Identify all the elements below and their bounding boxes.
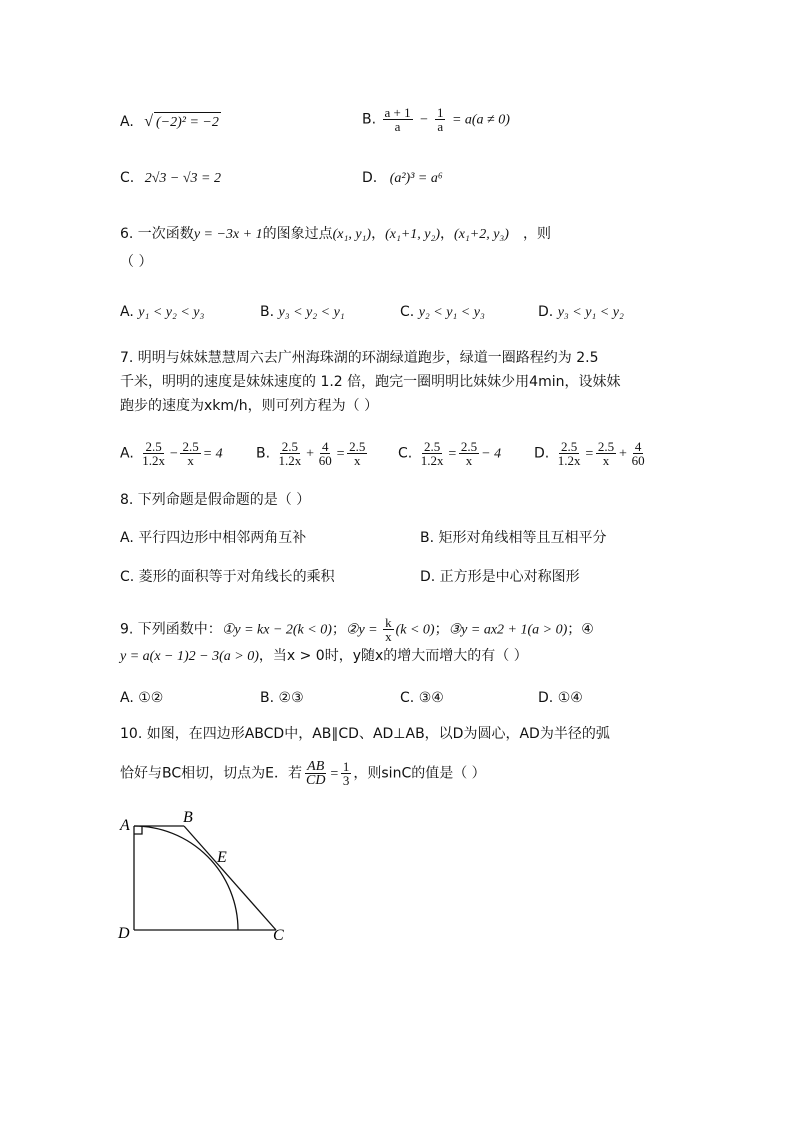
q7-line-3: 跑步的速度为xkm/h，则可列方程为（ ） <box>120 398 379 414</box>
right-angle-mark <box>134 826 142 834</box>
q6-option-c: C. y₂ < y₁ < y₃ <box>400 304 485 320</box>
q9-option-c: C. ③④ <box>400 690 444 706</box>
q6-stem: 6. 一次函数y = −3x + 1的图象过点(x₁, y₁)，(x₁+1, y₂)，(x₁+2, y₃) ，则 <box>120 226 551 242</box>
q10-line-1: 10. 如图，在四边形ABCD中，AB∥CD、AD⊥AB，以D为圆心，AD为半径的弧 <box>120 726 610 742</box>
q6-option-d: D. y₃ < y₁ < y₂ <box>538 304 624 320</box>
q8-option-d: D. 正方形是中心对称图形 <box>420 569 580 585</box>
q7-option-d: D. $\frac{2.5}{1.2x}$ = $\frac{2.5}{x}$ + $\frac{4}{60}$ <box>534 439 645 468</box>
q5-option-a: A. √ (−2)² = −2 <box>120 112 221 133</box>
label-b: B <box>183 810 193 826</box>
q9-line-1: 9. 下列函数中：①y = kx − 2(k < 0)；②y = $\frac{k}{x}$ (k < 0)；③y = ax2 + 1(a > 0)；④ <box>120 615 594 644</box>
q8-option-b: B. 矩形对角线相等且互相平分 <box>420 530 607 546</box>
q7-line-2: 千米，明明的速度是妹妹速度的 1.2 倍，跑完一圈明明比妹妹少用4min，设妹妹 <box>120 374 621 390</box>
q5-a-expr: √ (−2)² = −2 <box>144 115 221 130</box>
q10-line-2: 恰好与BC相切，切点为E．若 $\frac{AB}{CD}$ = $\frac{1}{3}$ ，则sinC的值是（ ） <box>120 759 486 788</box>
arc-ae <box>134 826 238 930</box>
q7-option-b: B. $\frac{2.5}{1.2x}$ + $\frac{4}{60}$ = $\frac{2.5}{x}$ <box>256 439 366 468</box>
q9-option-b: B. ②③ <box>260 690 304 706</box>
q6-option-a: A. y₁ < y₂ < y₃ <box>120 304 205 320</box>
label-e: E <box>217 849 227 866</box>
q5-option-b: B. $\frac{a + 1}{a}$ − $\frac{1}{a}$ = a(a ≠ 0) <box>362 105 510 134</box>
q5-option-c: C. 2√3 − √3 = 2 <box>120 170 221 186</box>
q8-option-c: C. 菱形的面积等于对角线长的乘积 <box>120 569 335 585</box>
label-a: A <box>120 817 130 834</box>
q8-stem: 8. 下列命题是假命题的是（ ） <box>120 492 311 508</box>
side-bc <box>184 826 276 930</box>
q8-option-a: A. 平行四边形中相邻两角互补 <box>120 530 307 546</box>
q6-answer-paren: （ ） <box>120 254 153 270</box>
q6-option-b: B. y₃ < y₂ < y₁ <box>260 304 345 320</box>
q7-line-1: 7. 明明与妹妹慧慧周六去广州海珠湖的环湖绿道跑步，绿道一圈路程约为 2.5 <box>120 350 599 366</box>
q9-line-2: y = a(x − 1)2 − 3(a > 0)，当x > 0时，y随x的增大而增大的有（ ） <box>120 648 528 664</box>
q7-option-c: C. $\frac{2.5}{1.2x}$ = $\frac{2.5}{x}$ − 4 <box>398 439 502 468</box>
label-c: C <box>273 927 284 944</box>
q9-option-d: D. ①④ <box>538 690 583 706</box>
q5-option-d: D. (a²)³ = a⁶ <box>362 170 443 186</box>
q10-figure <box>116 810 296 950</box>
label-d: D <box>118 925 130 942</box>
q7-option-a: A. $\frac{2.5}{1.2x}$ − $\frac{2.5}{x}$ = 4 <box>120 439 223 468</box>
q9-option-a: A. ①② <box>120 690 164 706</box>
